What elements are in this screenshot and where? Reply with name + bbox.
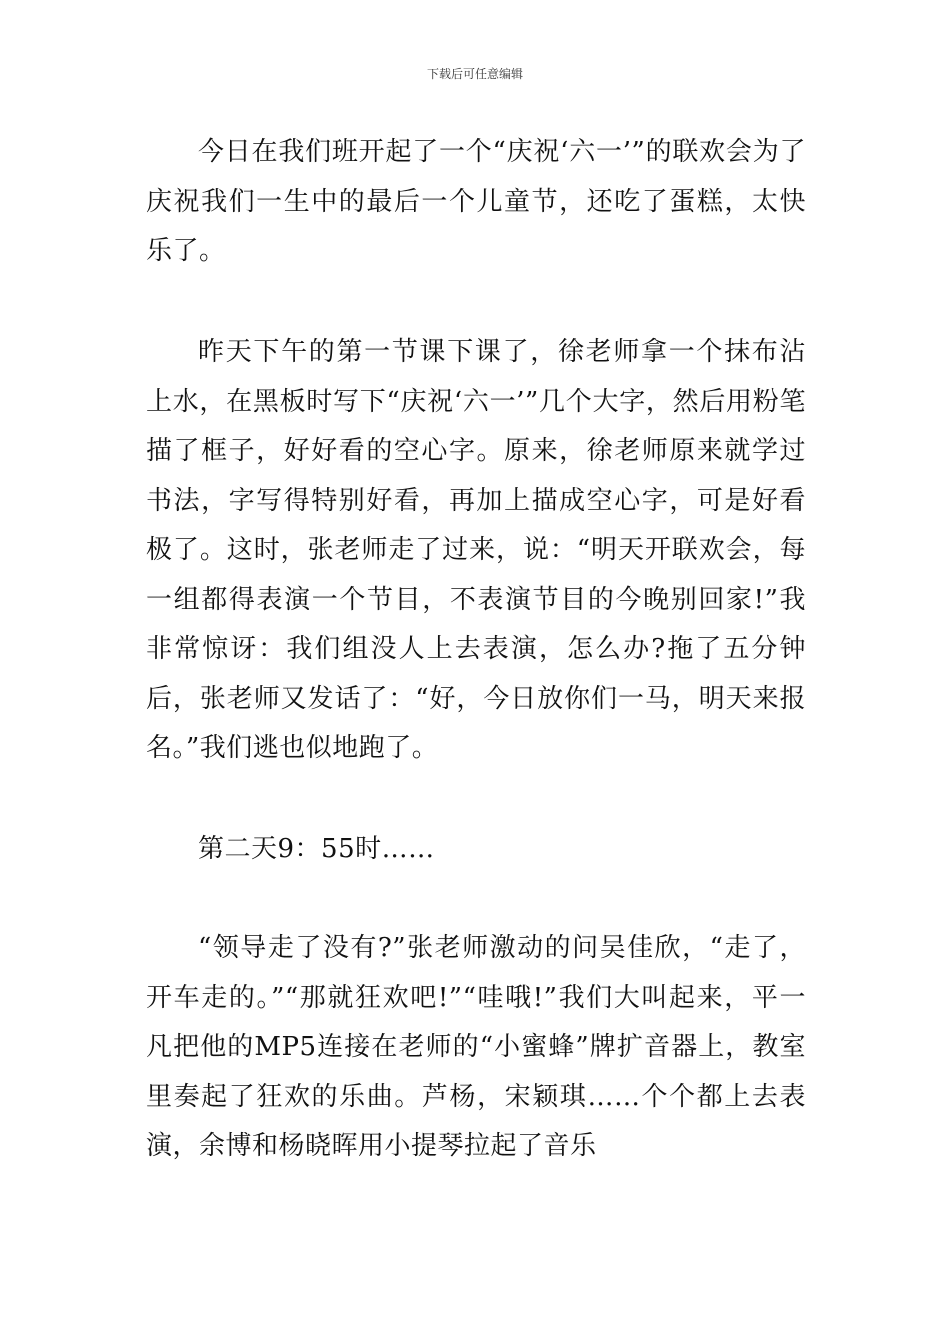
paragraph-3: 第二天9：55时…… bbox=[198, 834, 435, 864]
page-header: 下载后可任意编辑 bbox=[426, 67, 523, 81]
paragraph-4: “领导走了没有?”张老师激动的问吴佳欣，“走了，开车走的。”“那就狂欢吧!”“哇哦!”我们大叫起来，平一凡把他的MP5连接在老师的“小蜜蜂”牌扩音器上，教室里奏起了狂欢的乐曲。芦杨，宋颖琪……个个都上去表演，余博和杨晓晖用小提琴拉起了音乐 bbox=[146, 933, 806, 1161]
paragraph-1: 今日在我们班开起了一个“庆祝‘六一’”的联欢会为了庆祝我们一生中的最后一个儿童节，还吃了蛋糕，太快乐了。 bbox=[146, 137, 806, 266]
paragraph-2: 昨天下午的第一节课下课了，徐老师拿一个抹布沾上水，在黑板时写下“庆祝‘六一’”几个大字，然后用粉笔描了框子，好好看的空心字。原来，徐老师原来就学过书法，字写得特别好看，再加上描成空心字，可是好看极了。这时，张老师走了过来，说：“明天开联欢会，每一组都得表演一个节目，不表演节目的今晚别回家!”我非常惊讶：我们组没人上去表演，怎么办?拖了五分钟后，张老师又发话了：“好，今日放你们一马，明天来报名。”我们逃也似地跑了。 bbox=[146, 337, 806, 763]
